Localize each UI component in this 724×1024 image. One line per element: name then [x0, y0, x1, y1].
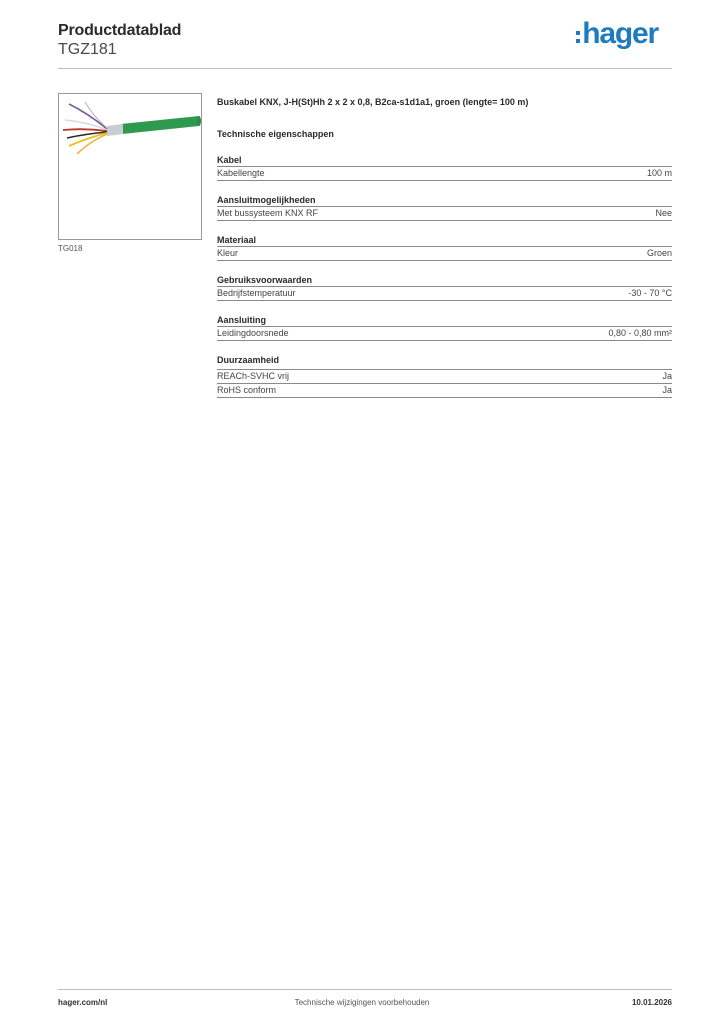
- spec-label: RoHS conform: [217, 385, 277, 395]
- spec-value: Groen: [646, 248, 672, 258]
- spec-row: [217, 247, 672, 261]
- group-title: Duurzaamheid: [217, 354, 672, 370]
- spec-value: 0,80 - 0,80 mm²: [608, 328, 672, 338]
- hager-logo: [576, 18, 658, 50]
- spec-label: Leidingdoorsnede: [217, 328, 289, 338]
- spec-value: Nee: [655, 208, 672, 218]
- section-heading: Technische eigenschappen: [217, 129, 334, 139]
- spec-label: Met bussysteem KNX RF: [217, 208, 319, 218]
- product-details: [217, 95, 672, 398]
- product-code: TGZ181: [58, 41, 117, 58]
- footer-notice: Technische wijzigingen voorbehouden: [294, 998, 430, 1007]
- header-divider: [58, 68, 672, 69]
- spec-value: Ja: [662, 385, 672, 395]
- footer-website-link[interactable]: hager.com/nl: [58, 998, 108, 1007]
- group-gebruiksvoorwaarden: [217, 274, 672, 301]
- group-title: Materiaal: [217, 234, 672, 247]
- spec-label: Kabellengte: [217, 168, 265, 178]
- group-title: Gebruiksvoorwaarden: [217, 274, 672, 287]
- logo-dots-icon: [576, 31, 580, 43]
- page-header: [58, 17, 672, 70]
- spec-label: REACh-SVHC vrij: [217, 371, 290, 381]
- spec-value: Ja: [662, 371, 672, 381]
- spec-row: [217, 287, 672, 301]
- spec-row: [217, 167, 672, 181]
- group-duurzaamheid: [217, 354, 672, 398]
- group-materiaal: [217, 234, 672, 261]
- group-aansluiting: [217, 314, 672, 341]
- group-aansluitmogelijkheden: [217, 194, 672, 221]
- group-title: Aansluiting: [217, 314, 672, 327]
- product-description: Buskabel KNX, J-H(St)Hh 2 x 2 x 0,8, B2ca-s1d1a1, groen (lengte= 100 m): [217, 97, 529, 107]
- group-title: Kabel: [217, 154, 672, 167]
- group-kabel: [217, 154, 672, 181]
- spec-row: [217, 384, 672, 398]
- spec-value: 100 m: [646, 168, 672, 178]
- footer-date: 10.01.2026: [631, 998, 672, 1007]
- spec-row: [217, 370, 672, 384]
- document-title: Productdatablad: [58, 22, 182, 39]
- spec-label: Kleur: [217, 248, 239, 258]
- spec-label: Bedrijfstemperatuur: [217, 288, 296, 298]
- logo-text: hager: [582, 17, 658, 50]
- footer-divider: [58, 989, 672, 990]
- group-title: Aansluitmogelijkheden: [217, 194, 672, 207]
- spec-row: [217, 207, 672, 221]
- product-image: [58, 93, 202, 240]
- spec-value: -30 - 70 °C: [628, 288, 672, 298]
- cable-icon: [59, 94, 201, 239]
- spec-row: [217, 327, 672, 341]
- image-caption: TG018: [58, 244, 83, 253]
